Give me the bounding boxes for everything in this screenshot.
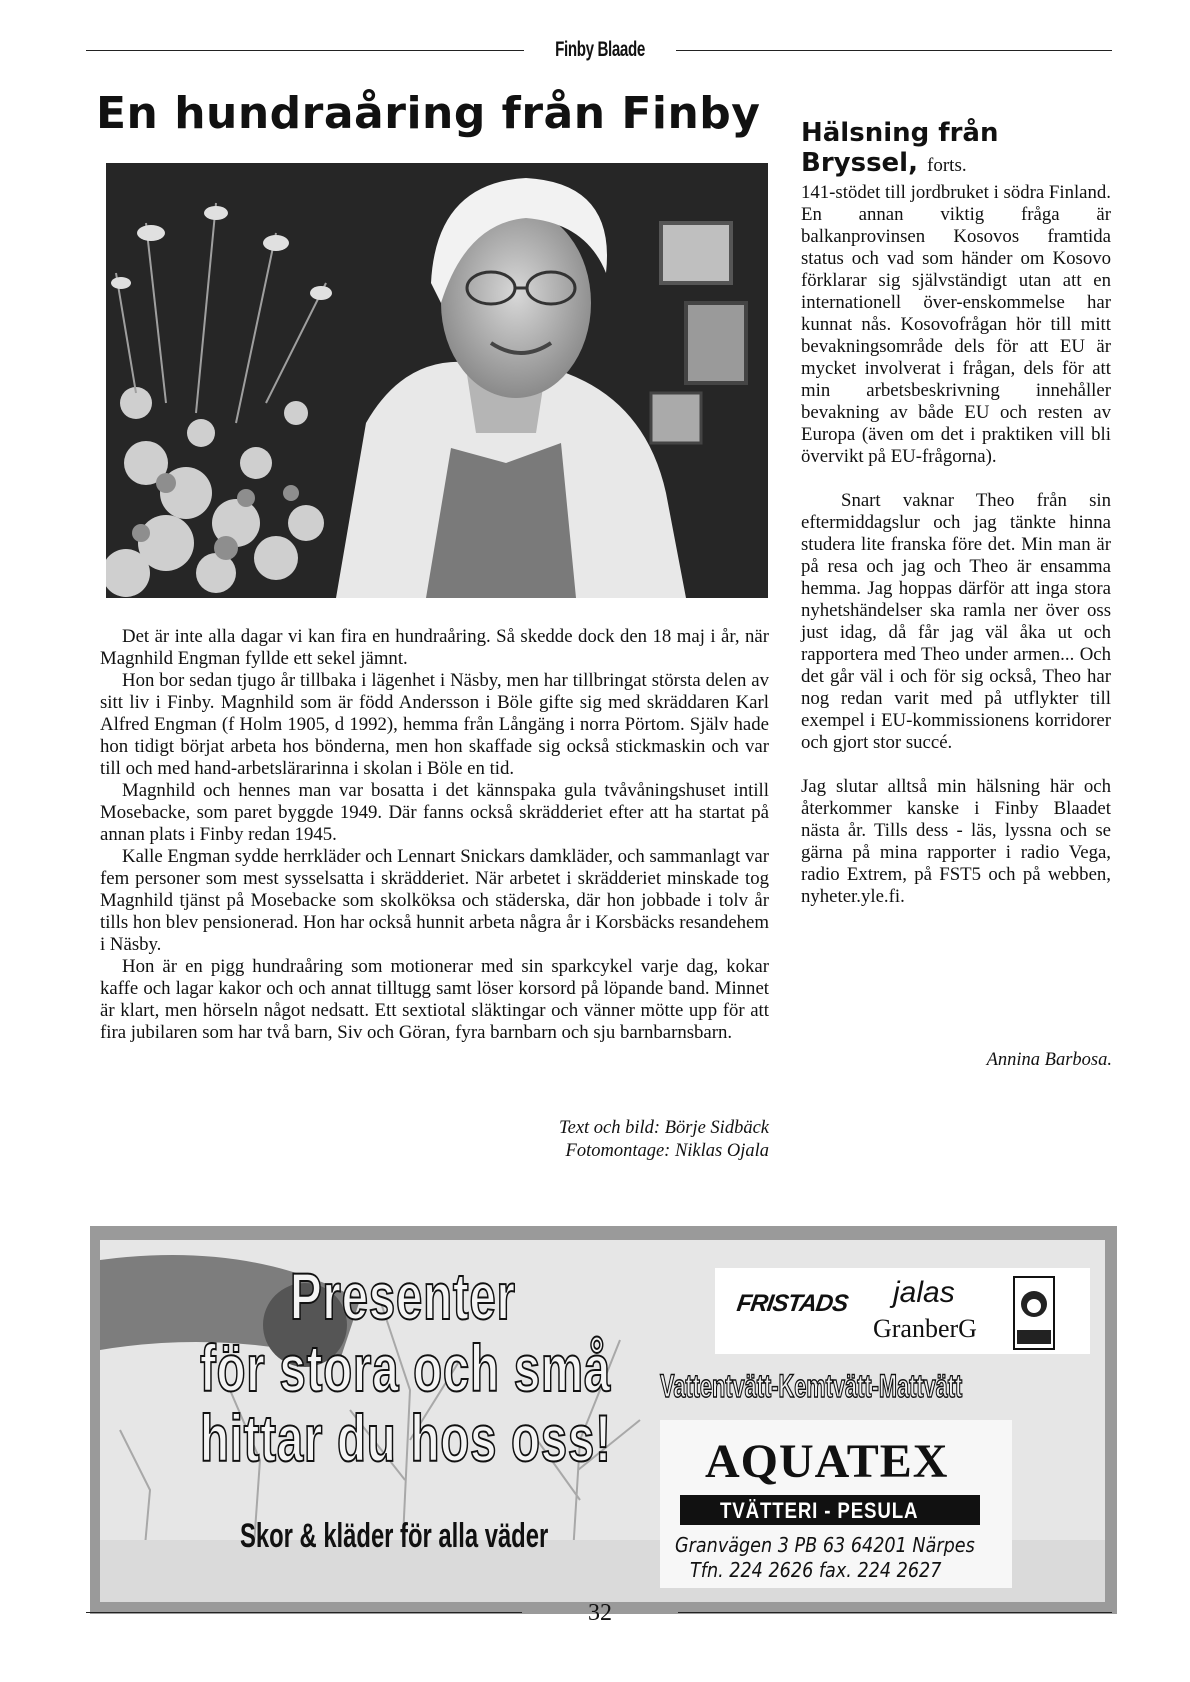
article-headline: En hundraåring från Finby	[96, 88, 761, 139]
article-paragraph: Hon bor sedan tjugo år tillbaka i lägenhet i Näsby, men har tillbringat största delen av sitt liv i Finby. Magnhild som är född Andersson i Böle gifte sig med skräddaren Karl Alfred Engman (f Holm 1905, d 1992), hemma från Långäng i norra Pörtom. Själv hade hon tidigt börjat arbeta hos bönderna, men hon skaffade sig också stickmaskin och var till och med hand-arbetslärarinna i skolan i Böle en tid.	[100, 670, 769, 779]
ad-tagline: Skor & kläder för alla väder	[240, 1517, 549, 1555]
header-rule-left	[86, 50, 524, 51]
article-paragraph: Kalle Engman sydde herrkläder och Lennart Snickars damkläder, och sammanlagt var fem personer som mest sysselsatta i skrädderiet. När arbetet i skrädderiet minskade tog Magnhild tjänst på Mosebacke som skolköksa och städerska, där hon jobbade i tolv år tills hon blev pensionerad. Hon har också hunnit arbeta några år i Korsbäcks resandehem i Näsby.	[100, 846, 769, 955]
credit-text-photo: Text och bild: Börje Sidbäck	[559, 1118, 769, 1138]
ad-slogan-line3: hittar du hos oss!	[200, 1401, 612, 1475]
sidebar-heading	[801, 118, 1121, 181]
aquatex-phone: Tfn. 224 2626 fax. 224 2627	[690, 1558, 942, 1582]
header-rule-right	[676, 50, 1112, 51]
continued-label: forts.	[927, 155, 967, 176]
advertisement-panel	[100, 1240, 1105, 1602]
article-paragraph: Hon är en pigg hundraåring som motionerar med sin sparkcykel varje dag, kokar kaffe och lagar kakor och och annat tilltugg samt löser korsord på löpande band. Minnet är klart, men hörseln något nedsatt. Ett sextiotal släktingar och vänner mötte upp för att fira jubilaren som har två barn, Siv och Göran, fyra barnbarn och sju barnbarnsbarn.	[100, 956, 769, 1043]
portrait-photo	[106, 163, 768, 598]
footer-rule-left	[86, 1612, 522, 1613]
ad-slogan-line2: för stora och små	[200, 1331, 611, 1405]
sidebar-paragraph: 141-stödet till jordbruket i södra Finland. En annan viktig fråga är balkanprovinsen Kosovos framtida status och vad som händer om Kosovo förklarar sig självständigt utan att en internationell över-enskommelse har kunnat nås. Kosovofrågan hör till mitt bevakningsområde dels för att EU är mycket involverat i frågan, dels för att min arbetsbeskrivning innehåller bevakning av både EU och resten av Europa (även om det i praktiken vill bli övervikt på EU-frågorna).	[801, 182, 1111, 467]
article-paragraph: Magnhild och hennes man var bosatta i det kännspaka gula tvåvåningshuset intill Mosebacke, som paret byggde 1949. Där fanns också skrädderiet efter att ha startat på annan plats i Finby redan 1945.	[100, 780, 769, 845]
aquatex-name: AQUATEX	[705, 1435, 949, 1488]
lion-logo-icon	[1013, 1276, 1055, 1350]
author-signature: Annina Barbosa.	[986, 1050, 1112, 1070]
aquatex-address: Granvägen 3 PB 63 64201 Närpes	[675, 1533, 975, 1557]
sidebar-body	[801, 182, 1111, 930]
sidebar-heading-line2: Bryssel,	[801, 148, 918, 178]
brand-logos	[715, 1268, 1090, 1354]
jalas-logo: jalas	[893, 1276, 955, 1309]
advertisement	[90, 1226, 1117, 1614]
fristads-logo: FRISTADS	[735, 1290, 850, 1317]
portrait-photo-icon	[106, 163, 768, 598]
ad-slogan-line1: Presenter	[290, 1259, 516, 1333]
ad-services: Vattentvätt-Kemtvätt-Mattvätt	[660, 1368, 963, 1404]
sidebar-paragraph: Snart vaknar Theo från sin eftermiddagslur och jag tänkte hinna studera lite franska före det. Min man är på resa och jag och Theo är ensamma hemma. Jag hoppas därför att inga stora nyhetshändelser ska ramla ner över oss just idag, då får jag väl åka ut och rapportera med Theo under armen... Och det går väl i och för sig också, Theo har nog redan varit med på utflykter till exempel i EU-kommissionens korridorer och gjort stor succé.	[801, 490, 1111, 753]
credit-montage: Fotomontage: Niklas Ojala	[565, 1141, 769, 1161]
aquatex-logo-box	[660, 1420, 1012, 1588]
article-body	[100, 626, 769, 1044]
footer-rule-right	[678, 1612, 1112, 1613]
publication-title: Finby Blaade	[555, 38, 645, 61]
page-number: 32	[588, 1600, 612, 1626]
sidebar-heading-line1: Hälsning från	[801, 118, 999, 148]
granberg-logo: GranberG	[873, 1314, 977, 1343]
photo-credits	[420, 1117, 769, 1163]
sidebar-paragraph: Jag slutar alltså min hälsning här och återkommer kanske i Finby Blaadet nästa år. Tills dess - läs, lyssna och se gärna på mina rapporter i radio Vega, radio Extrem, på FST5 och på webben, nyheter.yle.fi.	[801, 776, 1111, 907]
article-paragraph: Det är inte alla dagar vi kan fira en hundraåring. Så skedde dock den 18 maj i år, när Magnhild Engman fyllde ett sekel jämnt.	[100, 626, 769, 669]
aquatex-subtitle: TVÄTTERI - PESULA	[720, 1498, 919, 1523]
